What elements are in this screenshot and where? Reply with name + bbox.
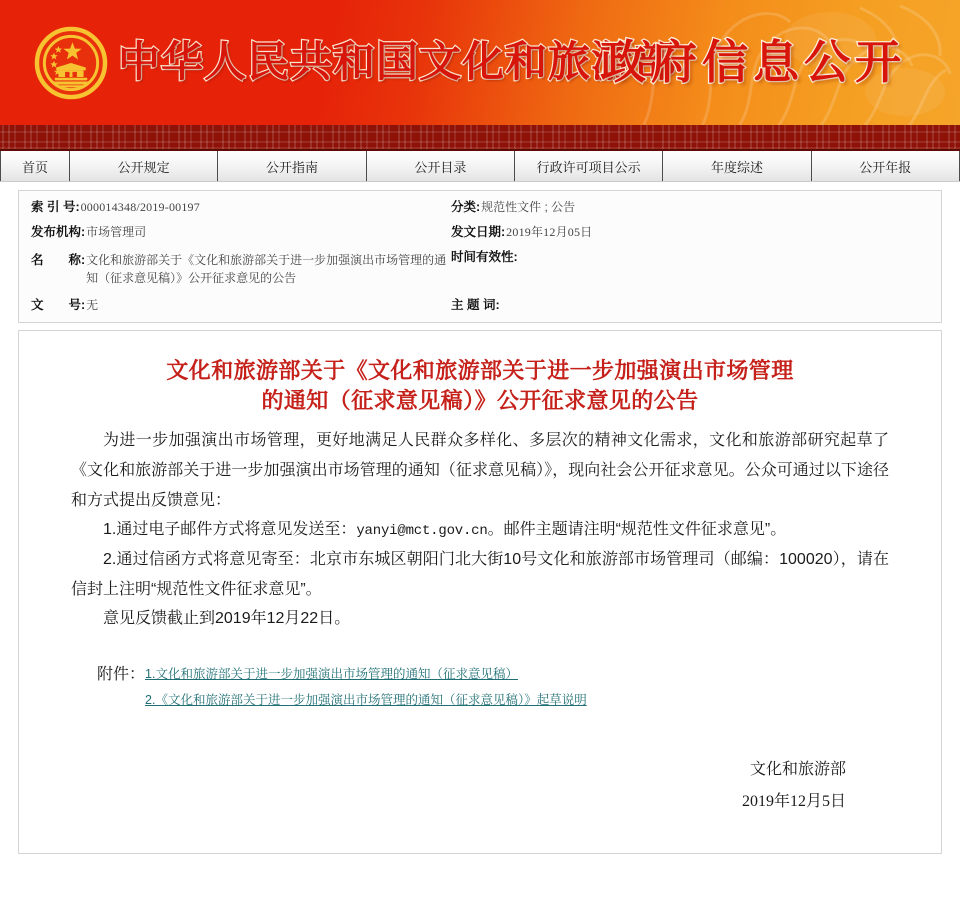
item1-suffix: 。邮件主题请注明“规范性文件征求意见”。 (487, 521, 787, 539)
nav-item-guide[interactable]: 公开指南 (218, 151, 366, 181)
national-emblem-icon (34, 26, 108, 100)
metadata-cell-category (451, 201, 929, 215)
agency-value: 市场管理司 (86, 224, 147, 239)
attachment-link-1[interactable]: 1.文化和旅游部关于进一步加强演出市场管理的通知（征求意见稿） (145, 666, 518, 681)
body-paragraph-item-1 (71, 515, 889, 545)
banner-subtitle: 政府信息公开 (600, 35, 906, 89)
contact-email: yanyi@mct.gov.cn (356, 523, 488, 540)
site-banner (0, 0, 960, 125)
issue-date-label: 发文日期: (451, 224, 506, 239)
document-title (19, 331, 941, 416)
main-nav (0, 151, 960, 182)
validity-label: 时间有效性: (451, 249, 518, 264)
document-title-line-1: 文化和旅游部关于《文化和旅游部关于进一步加强演出市场管理 (166, 358, 794, 385)
metadata-cell-issue-date (451, 226, 929, 240)
nav-item-permits[interactable]: 行政许可项目公示 (515, 151, 663, 181)
document-title-line-2: 的通知（征求意见稿）》公开征求意见的公告 (261, 387, 699, 414)
article-box (18, 330, 942, 854)
metadata-cell-doc-no (31, 299, 451, 313)
nav-item-catalog[interactable]: 公开目录 (367, 151, 515, 181)
issue-date-value: 2019年12月05日 (506, 224, 593, 239)
name-label: 名 称: (31, 252, 86, 267)
attachments-list (145, 662, 587, 710)
page-content (0, 182, 960, 854)
nav-item-regulations[interactable]: 公开规定 (70, 151, 218, 181)
attachments-block (19, 634, 941, 710)
document-body (19, 416, 941, 633)
nav-item-home[interactable]: 首页 (0, 151, 70, 181)
category-value: 规范性文件 ; 公告 (481, 200, 576, 214)
banner-title: 中华人民共和国文化和旅游部 (118, 37, 678, 86)
metadata-row (31, 226, 929, 240)
signer-name: 文化和旅游部 (749, 760, 846, 778)
body-paragraph-intro: 为进一步加强演出市场管理，更好地满足人民群众多样化、多层次的精神文化需求，文化和旅游部研究起草了《文化和旅游部关于进一步加强演出市场管理的通知（征求意见稿）》，现向社会公开征求意见。公众可通过以下途径和方式提出反馈意见： (71, 432, 889, 509)
doc-no-label: 文 号: (31, 297, 86, 312)
metadata-row (31, 299, 929, 313)
metadata-row (31, 201, 929, 215)
attachments-label: 附件： (97, 665, 146, 683)
metadata-cell-name (31, 251, 451, 288)
metadata-row (31, 251, 929, 288)
body-paragraph-item-2: 2.通过信函方式将意见寄至：北京市东城区朝阳门北大街10号文化和旅游部市场管理司（邮编：100020），请在信封上注明“规范性文件征求意见”。 (71, 551, 889, 598)
name-value: 文化和旅游部关于《文化和旅游部关于进一步加强演出市场管理的通知（征求意见稿）》公开征求意见的公告 (86, 252, 447, 286)
nav-item-annual-report[interactable]: 公开年报 (812, 151, 960, 181)
index-value: 000014348/2019-00197 (80, 200, 200, 214)
metadata-cell-agency (31, 226, 451, 240)
item1-prefix: 1.通过电子邮件方式将意见发送至： (103, 521, 357, 539)
document-metadata-box (18, 190, 942, 323)
agency-label: 发布机构: (31, 224, 86, 239)
category-label: 分类: (451, 200, 481, 214)
metadata-cell-index (31, 201, 451, 215)
doc-no-value: 无 (86, 297, 99, 312)
signature-date: 2019年12月5日 (741, 792, 846, 810)
signature-block (19, 710, 941, 818)
nav-item-annual-review[interactable]: 年度综述 (663, 151, 811, 181)
metadata-cell-validity (451, 251, 929, 288)
body-paragraph-deadline: 意见反馈截止到2019年12月22日。 (103, 610, 351, 628)
metadata-cell-keywords (451, 299, 929, 313)
attachment-link-2[interactable]: 2.《文化和旅游部关于进一步加强演出市场管理的通知（征求意见稿）》起草说明 (145, 693, 587, 708)
index-label: 索 引 号: (31, 200, 80, 214)
keywords-label: 主 题 词: (451, 297, 500, 312)
greek-key-divider (0, 125, 960, 151)
